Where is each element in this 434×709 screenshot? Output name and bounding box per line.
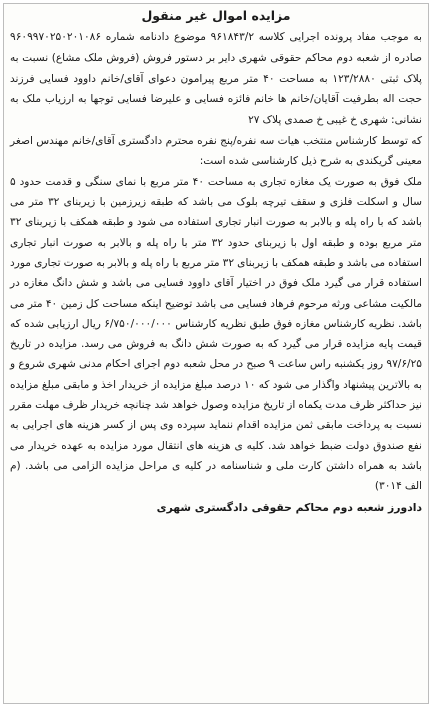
notice-paragraph-property: ملک فوق به صورت یک مغازه تجاری به مساحت ۴۰ متر مربع با نمای سنگی و قدمت حدود ۵ سال و اسکلت فلزی و سقف تیرچه بلوک می باشد که طبقه زیرزمین با زیربنای ۳۲ متر می باشد که با راه پله و بالابر به صورت انبار تجاری استفاده می شود و طبقه همکف با زیربنای ۳۲ متر مربع بوده و طبقه اول با زیربنای حدود ۳۲ متر با راه پله و بالابر به صورت انبار تجاری استفاده می باشد و طبقه همکف با زیربنای ۳۲ متر مربع با راه پله و بالابر به صورت تجاری مورد استفاده قرار می گیرد ملک فوق در اختیار آقای داوود فسایی می باشد و شش دانگ مغازه در مالکیت مشاعی ورثه مرحوم فرهاد فسایی می باشد توضیح اینکه مساحت کل زمین ۴۰ متر می باشد. نظریه کارشناس مغازه فوق طبق نظریه کارشناس ۶/۷۵۰/۰۰۰/۰۰۰ ریال ارزیابی شده که قیمت پایه مزایده قرار می گیرد که به صورت شش دانگ به فروش می رسد. مزایده در تاریخ ۹۷/۶/۲۵ روز یکشنبه راس ساعت ۹ صبح در محل شعبه دوم اجرای احکام مدنی شهری شروع و به بالاترین پیشنهاد واگذار می شود که ۱۰ درصد مبلغ مزایده از خریدار اخذ و مابقی مبلغ مزایده نیز حداکثر ظرف مدت یکماه از تاریخ مزایده وصول خواهد شد چنانچه خریدار ظرف مهلت مقرر نسبت به پرداخت مابقی ثمن مزایده اقدام ننماید سپرده وی پس از کسر هزینه های اجرایی به نفع صندوق دولت ضبط خواهد شد. کلیه ی هزینه های انتقال مورد مزایده به عهده خریدار می باشد به همراه داشتن کارت ملی و شناسنامه در کلیه ی مراحل مزایده الزامی می باشد. (م الف ۳۰۱۴) — [10, 175, 423, 493]
notice-title: مزایده اموال غیر منقول — [141, 8, 291, 23]
legal-notice — [3, 3, 429, 704]
notice-paragraph-expert: که توسط کارشناس منتخب هیات سه نفره/پنج نفره محترم دادگستری آقای/خانم مهندس اصغر معینی گریکندی به شرح ذیل کارشناسی شده است: — [10, 134, 422, 168]
notice-signature: دادورز شعبه دوم محاکم حقوقی دادگستری شهری — [156, 500, 422, 514]
notice-paragraph-case: به موجب مفاد پرونده اجرایی کلاسه ۹۶۱۸۴۳/۲ موضوع دادنامه شماره ۹۶۰۹۹۷۰۲۵۰۲۰۱۰۸۶ صادره از شعبه دوم محاکم حقوقی شهری دایر بر دستور فروش (فروش ملک مشاع) نسبت به پلاک ثبتی ۱۲۳/۲۸۸۰ به مساحت ۴۰ متر مربع پیرامون دعوای آقای/خانم داوود فسایی فرزند حجت اله بطرفیت آقایان/خانم ها خانم فائزه فسایی و علیرضا فسایی توجها به ارزیاب ملک به نشانی: شهری خ غیبی خ صمدی پلاک ۲۷ — [10, 31, 423, 127]
